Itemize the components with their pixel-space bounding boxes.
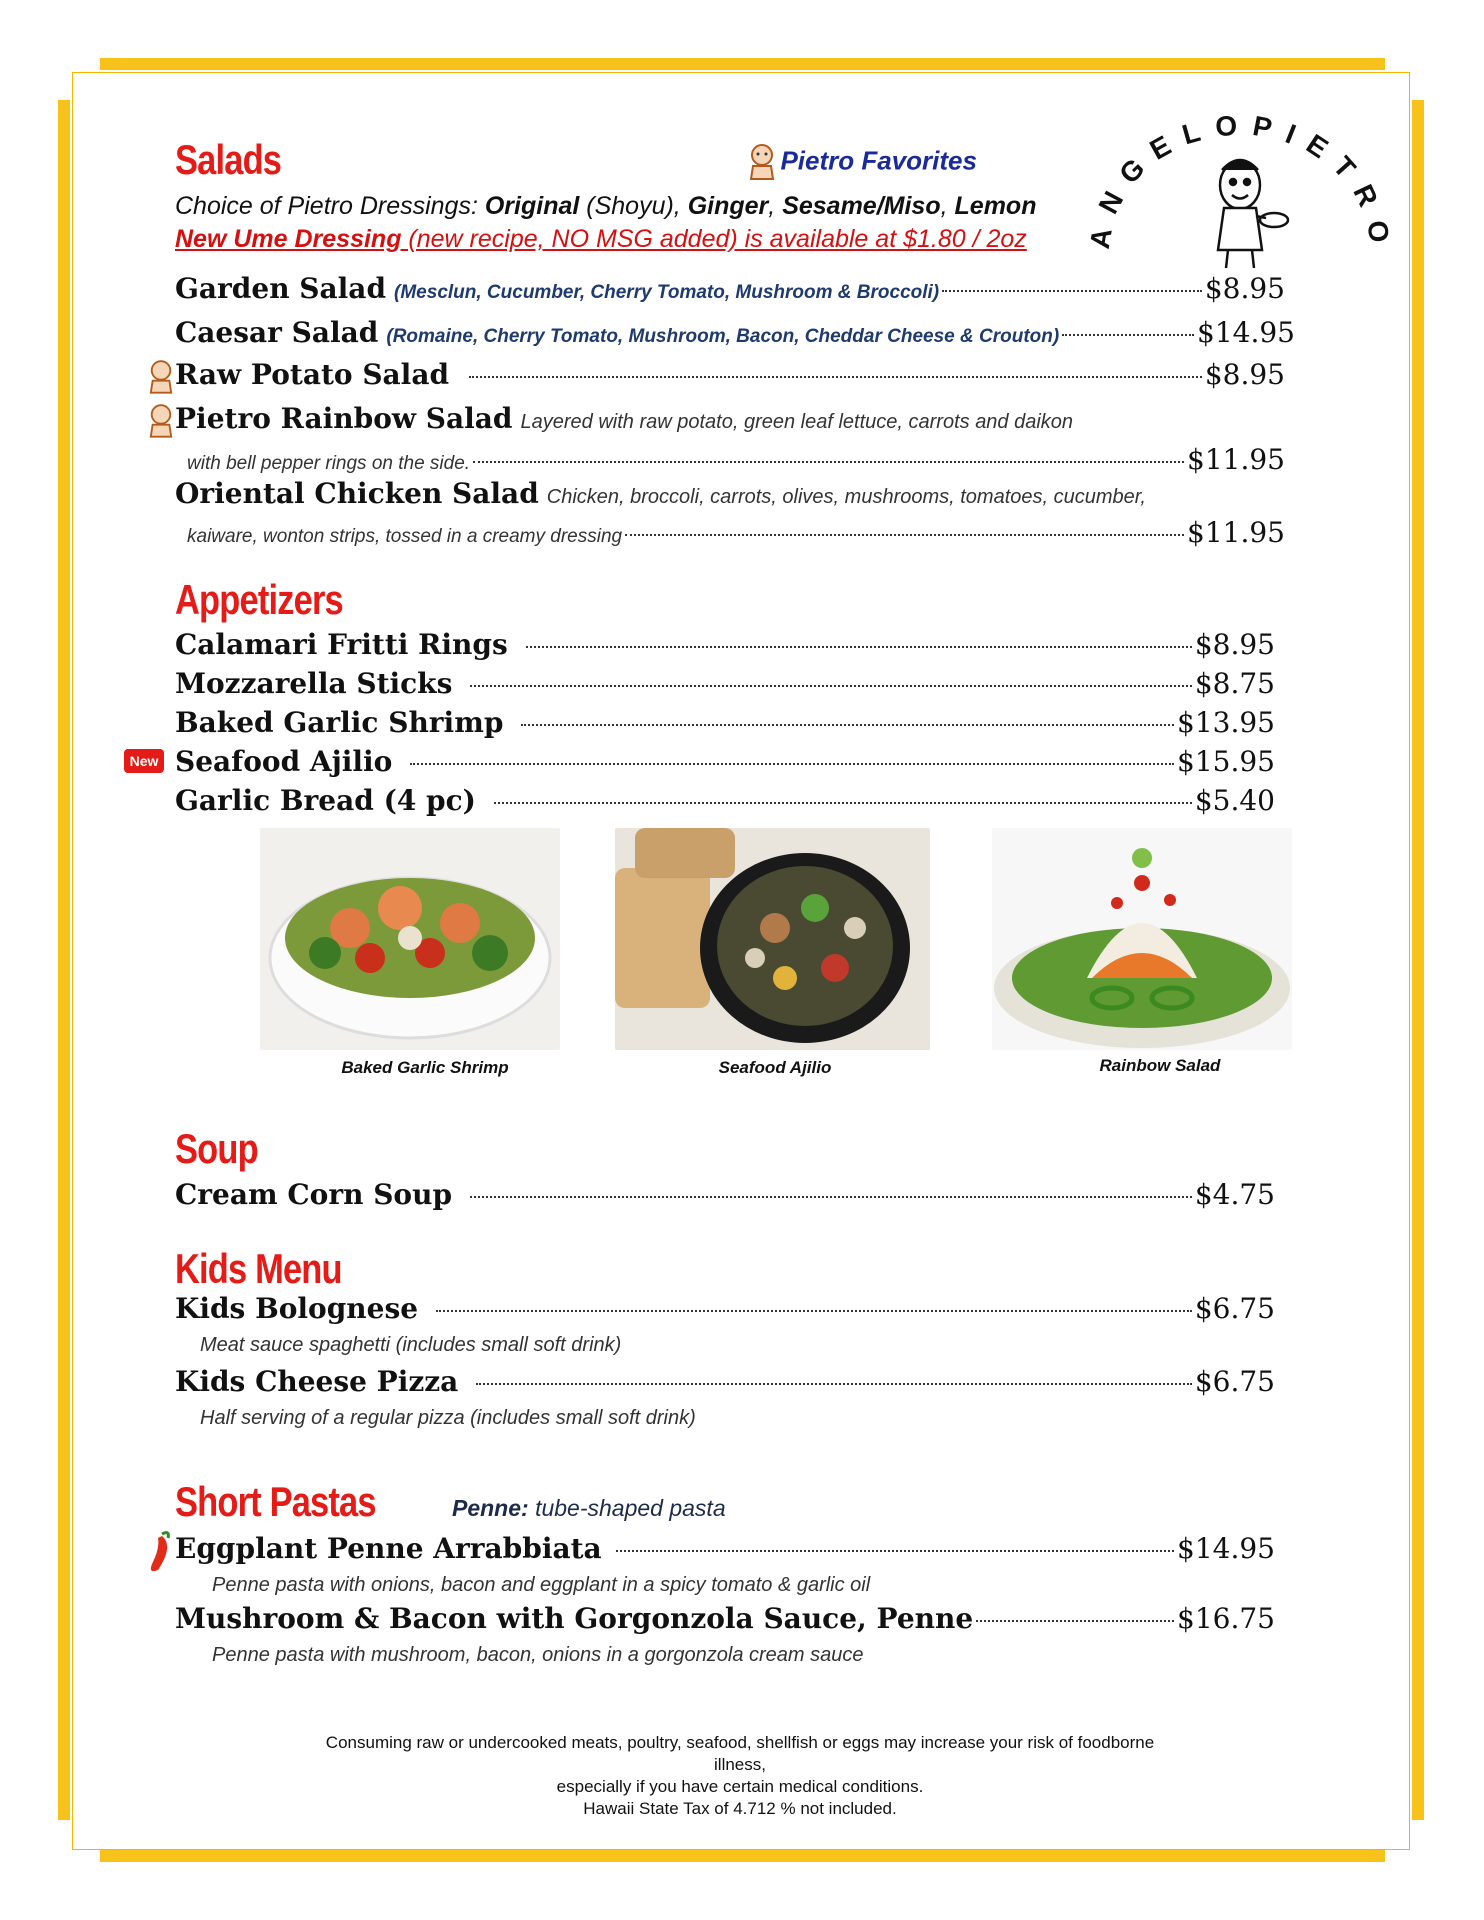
item-name: Caesar Salad xyxy=(175,316,379,349)
photo-caption: Rainbow Salad xyxy=(1099,1056,1221,1075)
item-name: Calamari Fritti Rings xyxy=(175,628,508,661)
item-price: $11.95 xyxy=(1187,443,1285,476)
frame-left xyxy=(58,100,70,1820)
ume-dressing-line xyxy=(175,225,1027,254)
item-name: Cream Corn Soup xyxy=(175,1178,453,1211)
item-desc: Layered with raw potato, green leaf lettuce, carrots and daikon xyxy=(520,411,1074,433)
chili-pepper-icon xyxy=(144,1528,174,1574)
leader-dots xyxy=(473,461,1184,463)
item-price: $11.95 xyxy=(1187,516,1285,549)
salads-title: Salads xyxy=(175,136,282,183)
menu-item xyxy=(175,1178,1275,1211)
menu-item xyxy=(175,667,1275,700)
pietro-favorites-legend xyxy=(748,142,977,180)
menu-item xyxy=(175,316,1295,349)
item-price: $15.95 xyxy=(1177,745,1275,778)
leader-dots xyxy=(942,290,1202,292)
item-desc: Chicken, broccoli, carrots, olives, mushrooms, tomatoes, cucumber, xyxy=(546,486,1146,508)
rainbow-salad-photo xyxy=(992,828,1292,1050)
item-name: Pietro Rainbow Salad xyxy=(175,402,513,435)
photo-caption: Seafood Ajilio xyxy=(718,1058,832,1077)
menu-item xyxy=(175,477,1146,510)
item-price: $13.95 xyxy=(1177,706,1275,739)
pietro-favorites-label: Pietro Favorites xyxy=(780,145,977,176)
item-price: $8.95 xyxy=(1204,358,1285,391)
item-desc: Penne pasta with onions, bacon and eggplant in a spicy tomato & garlic oil xyxy=(212,1574,871,1596)
item-name: Kids Bolognese xyxy=(175,1292,419,1325)
dressing-lemon: Lemon xyxy=(954,192,1037,220)
item-name: Baked Garlic Shrimp xyxy=(175,706,504,739)
baked-garlic-shrimp-photo xyxy=(260,828,560,1050)
ume-desc: (new recipe, NO MSG added) is available at $1.80 / 2oz xyxy=(401,225,1027,253)
menu-item xyxy=(175,745,1275,778)
item-desc: Half serving of a regular pizza (includes small soft drink) xyxy=(200,1407,696,1429)
dressings-prefix: Choice of Pietro Dressings: xyxy=(175,192,485,220)
menu-item xyxy=(175,1602,1275,1635)
item-desc: kaiware, wonton strips, tossed in a creamy dressing xyxy=(187,526,623,547)
menu-item xyxy=(175,1532,1275,1565)
ume-label: New Ume Dressing xyxy=(175,225,402,253)
penne-desc: tube-shaped pasta xyxy=(528,1495,726,1521)
item-price: $6.75 xyxy=(1194,1365,1275,1398)
item-desc: Penne pasta with mushroom, bacon, onions in a gorgonzola cream sauce xyxy=(212,1644,864,1666)
leader-dots xyxy=(410,763,1174,765)
item-price: $5.40 xyxy=(1194,784,1275,817)
leader-dots xyxy=(470,685,1191,687)
dressing-sesame: Sesame/Miso xyxy=(782,192,941,220)
item-name: Seafood Ajilio xyxy=(175,745,393,778)
item-desc: with bell pepper rings on the side. xyxy=(187,453,471,474)
leader-dots xyxy=(436,1310,1192,1312)
dressing-shoyu: (Shoyu), xyxy=(579,192,688,220)
item-name: Mozzarella Sticks xyxy=(175,667,453,700)
menu-item-continued xyxy=(187,516,1285,549)
menu-item xyxy=(175,628,1275,661)
menu-item xyxy=(175,784,1275,817)
leader-dots xyxy=(476,1383,1192,1385)
item-price: $8.75 xyxy=(1194,667,1275,700)
logo-text: ANGELOPIETRO xyxy=(1083,109,1397,258)
chef-icon xyxy=(1218,160,1288,268)
penne-label: Penne: xyxy=(452,1495,529,1521)
menu-item-continued xyxy=(187,443,1285,476)
dressings-line xyxy=(175,192,1036,221)
item-desc: (Romaine, Cherry Tomato, Mushroom, Bacon, Cheddar Cheese & Crouton) xyxy=(386,326,1060,347)
menu-item xyxy=(175,706,1275,739)
leader-dots xyxy=(1062,334,1194,336)
pietro-face-icon xyxy=(748,142,776,180)
item-price: $8.95 xyxy=(1194,628,1275,661)
short-pastas-title: Short Pastas xyxy=(175,1478,376,1525)
photo-caption: Baked Garlic Shrimp xyxy=(341,1058,509,1077)
penne-note xyxy=(452,1495,726,1522)
footer-line: Hawaii State Tax of 4.712 % not included. xyxy=(583,1799,897,1818)
leader-dots xyxy=(469,376,1202,378)
leader-dots xyxy=(470,1196,1192,1198)
leader-dots xyxy=(625,534,1184,536)
footer-line: Consuming raw or undercooked meats, poultry, seafood, shellfish or eggs may increase your risk of foodborne illness, xyxy=(325,1733,1155,1774)
item-name: Raw Potato Salad xyxy=(175,358,450,391)
dressing-ginger: Ginger xyxy=(687,192,769,220)
menu-item xyxy=(175,1365,1275,1398)
leader-dots xyxy=(616,1550,1174,1552)
angelopietro-logo xyxy=(1080,80,1400,280)
item-price: $8.95 xyxy=(1204,272,1285,305)
leader-dots xyxy=(526,646,1192,648)
new-badge: New xyxy=(124,749,164,773)
item-price: $6.75 xyxy=(1194,1292,1275,1325)
footer-line: especially if you have certain medical conditions. xyxy=(556,1777,924,1796)
menu-item xyxy=(175,1292,1275,1325)
seafood-ajilio-photo xyxy=(615,828,930,1050)
item-name: Eggplant Penne Arrabbiata xyxy=(175,1532,602,1565)
menu-item xyxy=(175,402,1073,435)
soup-title: Soup xyxy=(175,1125,258,1172)
leader-dots xyxy=(976,1620,1174,1622)
item-price: $14.95 xyxy=(1177,1532,1275,1565)
footer-disclaimer xyxy=(300,1732,1180,1820)
menu-item xyxy=(175,272,1285,305)
item-desc: Meat sauce spaghetti (includes small soft drink) xyxy=(200,1334,622,1356)
frame-right xyxy=(1412,100,1424,1820)
leader-dots xyxy=(494,802,1192,804)
item-name: Oriental Chicken Salad xyxy=(175,477,539,510)
pietro-face-icon xyxy=(148,358,174,394)
kids-menu-title: Kids Menu xyxy=(175,1245,342,1292)
frame-top xyxy=(100,58,1385,70)
pietro-face-icon xyxy=(148,402,174,438)
item-name: Garden Salad xyxy=(175,272,387,305)
item-name: Kids Cheese Pizza xyxy=(175,1365,459,1398)
item-name: Garlic Bread (4 pc) xyxy=(175,784,476,817)
item-price: $14.95 xyxy=(1197,316,1295,349)
item-price: $16.75 xyxy=(1177,1602,1275,1635)
dressing-sep: , xyxy=(940,192,955,220)
leader-dots xyxy=(521,724,1174,726)
frame-bottom xyxy=(100,1850,1385,1862)
dressing-sep: , xyxy=(768,192,783,220)
item-price: $4.75 xyxy=(1194,1178,1275,1211)
item-desc: (Mesclun, Cucumber, Cherry Tomato, Mushroom & Broccoli) xyxy=(394,282,940,303)
menu-item xyxy=(175,358,1285,391)
appetizers-title: Appetizers xyxy=(175,576,343,623)
item-name: Mushroom & Bacon with Gorgonzola Sauce, Penne xyxy=(175,1602,974,1635)
dressing-original: Original xyxy=(484,192,580,220)
